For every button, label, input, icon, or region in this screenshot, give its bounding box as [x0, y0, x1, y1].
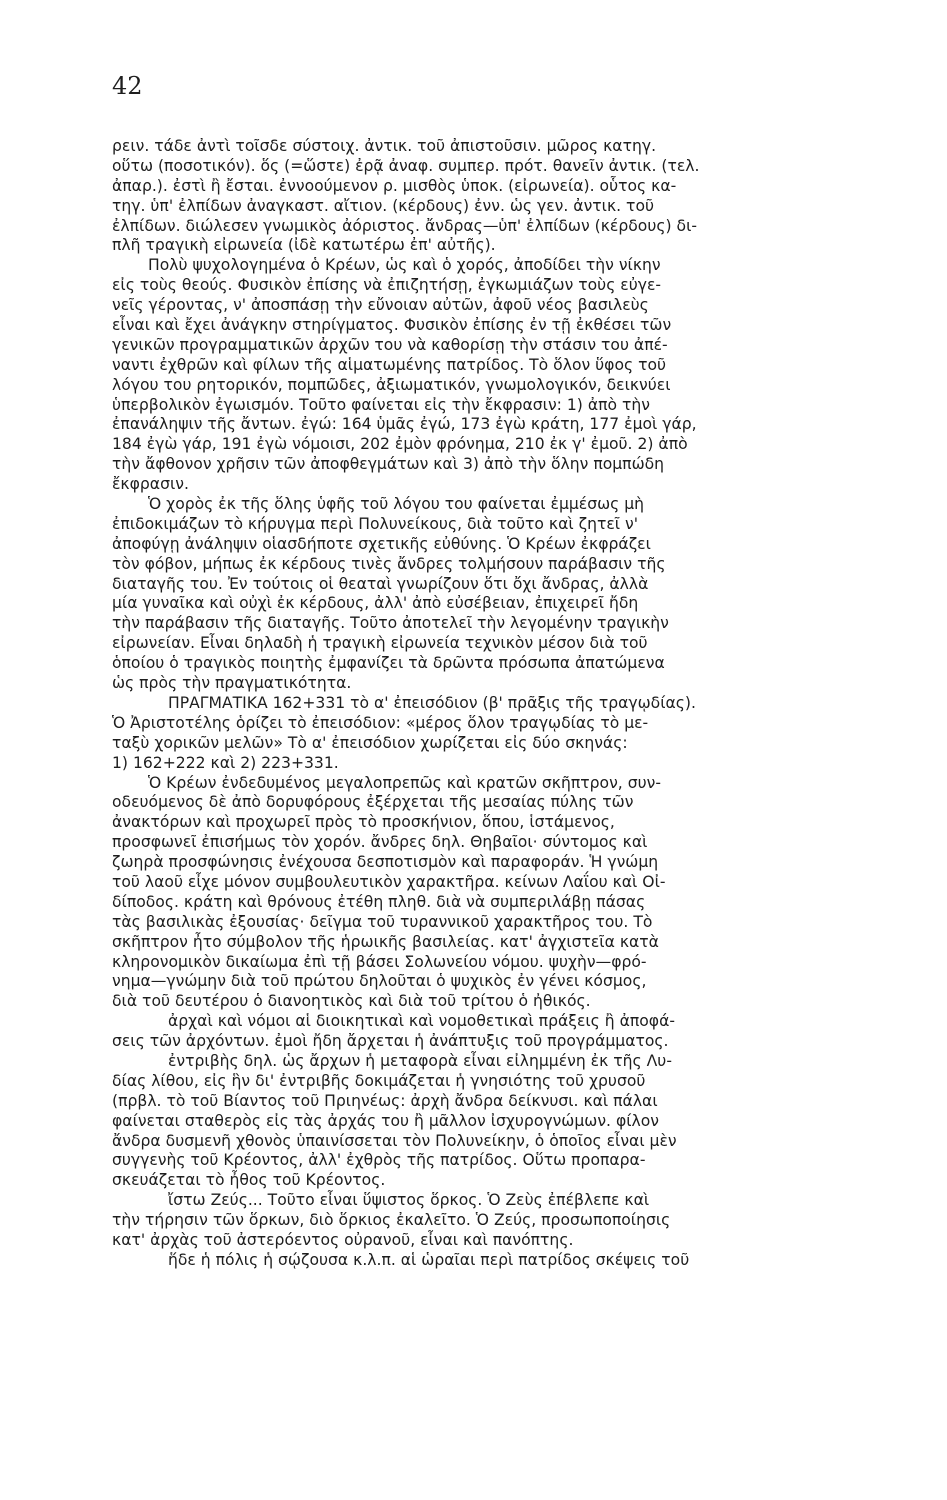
text-line: κατ' ἀρχὰς τοῦ ἀστερόεντος οὐρανοῦ, εἶναι καὶ πανόπτης. — [112, 1230, 574, 1249]
text-line: οὕτω (ποσοτικόν). ὅς (=ὥστε) ἐρᾷ ἀναφ. συμπερ. πρότ. θανεῖν ἀντικ. (τελ. — [112, 156, 700, 175]
text-line: ἔκφρασιν. — [112, 475, 189, 494]
text-line: νημα—γνώμην διὰ τοῦ πρώτου δηλοῦται ὁ ψυχικὸς ἐν γένει κόσμος, — [112, 972, 647, 991]
text-line: σκῆπτρον ἦτο σύμβολον τῆς ἡρωικῆς βασιλείας. κατ' ἀγχιστεῖα κατὰ — [112, 932, 659, 951]
text-line: ἐλπίδων. διώλεσεν γνωμικὸς ἀόριστος. ἄνδρας—ὑπ' ἐλπίδων (κέρδους) δι- — [112, 216, 698, 235]
text-line: ὑπερβολικὸν ἐγωισμόν. Τοῦτο φαίνεται εἰς τὴν ἔκφρασιν: 1) ἀπὸ τὴν — [112, 395, 650, 414]
text-line: ὁποίου ὁ τραγικὸς ποιητὴς ἐμφανίζει τὰ δρῶντα πρόσωπα ἀπατώμενα — [112, 654, 665, 673]
body-text — [112, 137, 920, 1271]
text-line: διαταγῆς του. Ἐν τούτοις οἱ θεαταὶ γνωρίζουν ὅτι ὄχι ἄνδρας, ἀλλὰ — [112, 574, 649, 593]
text-line: προσφωνεῖ ἐπισήμως τὸν χορόν. ἄνδρες δηλ. Θηβαῖοι· σύντομος καὶ — [112, 833, 648, 852]
text-line: διὰ τοῦ δευτέρου ὁ διανοητικὸς καὶ διὰ τοῦ τρίτου ὁ ἠθικός. — [112, 992, 591, 1011]
text-line: ἄνδρα δυσμενῆ χθονὸς ὑπαινίσσεται τὸν Πολυνείκην, ὁ ὁποῖος εἶναι μὲν — [112, 1131, 677, 1150]
text-line: ἐντριβὴς δηλ. ὡς ἄρχων ἡ μεταφορὰ εἶναι εἰλημμένη ἐκ τῆς Λυ- — [168, 1051, 672, 1070]
text-line: συγγενὴς τοῦ Κρέοντος, ἀλλ' ἐχθρὸς τῆς πατρίδος. Οὕτω προπαρα- — [112, 1151, 646, 1170]
text-line: (πρβλ. τὸ τοῦ Βίαντος τοῦ Πριηνέως: ἀρχὴ ἄνδρα δείκνυσι. καὶ πάλαι — [112, 1091, 658, 1110]
text-line: Ὁ Κρέων ἐνδεδυμένος μεγαλοπρεπῶς καὶ κρατῶν σκῆπτρον, συν- — [148, 773, 661, 792]
text-line: ἥδε ἡ πόλις ἡ σῴζουσα κ.λ.π. αἱ ὡραῖαι περὶ πατρίδος σκέψεις τοῦ — [168, 1250, 690, 1269]
text-line: ἀρχαὶ καὶ νόμοι αἱ διοικητικαὶ καὶ νομοθετικαὶ πράξεις ἢ ἀποφά- — [168, 1012, 676, 1031]
text-line: ΠΡΑΓΜΑΤΙΚΑ 162+331 τὸ α' ἐπεισόδιον (β' πρᾶξις τῆς τραγῳδίας). — [168, 693, 696, 712]
text-line: ζωηρὰ προσφώνησις ἐνέχουσα δεσποτισμὸν καὶ παραφοράν. Ἡ γνώμη — [112, 853, 659, 872]
text-line: τὴν ἄφθονον χρῆσιν τῶν ἀποφθεγμάτων καὶ 3) ἀπὸ τὴν ὅλην πομπώδη — [112, 455, 665, 474]
text-line: ὡς πρὸς τὴν πραγματικότητα. — [112, 674, 352, 693]
text-line: ρειν. τάδε ἀντὶ τοῖσδε σύστοιχ. ἀντικ. τοῦ ἀπιστοῦσιν. μῶρος κατηγ. — [112, 137, 657, 155]
text-line: δίας λίθου, εἰς ἣν δι' ἐντριβῆς δοκιμάζεται ἡ γνησιότης τοῦ χρυσοῦ — [112, 1071, 646, 1090]
text-line: τὴν παράβασιν τῆς διαταγῆς. Τοῦτο ἀποτελεῖ τὴν λεγομένην τραγικὴν — [112, 614, 669, 633]
text-line: τοῦ λαοῦ εἶχε μόνον συμβουλευτικὸν χαρακτῆρα. κείνων Λαΐου καὶ Οἰ- — [112, 872, 666, 891]
text-line: ἐπανάληψιν τῆς ἄντων. ἐγώ: 164 ὑμᾶς ἐγώ, 173 ἐγὼ κράτη, 177 ἐμοὶ γάρ, — [112, 415, 697, 434]
text-line: Ὁ Ἀριστοτέλης ὁρίζει τὸ ἐπεισόδιον: «μέρος ὅλον τραγῳδίας τὸ με- — [112, 713, 649, 732]
text-line: τὰς βασιλικὰς ἐξουσίας· δεῖγμα τοῦ τυραννικοῦ χαρακτῆρος του. Τὸ — [112, 912, 653, 931]
text-line: ἀπαρ.). ἐστὶ ἢ ἔσται. ἐννοούμενον ρ. μισθὸς ὑποκ. (εἰρωνεία). οὗτος κα- — [112, 176, 677, 195]
text-line: κληρονομικὸν δικαίωμα ἐπὶ τῇ βάσει Σολωνείου νόμου. ψυχὴν—φρό- — [112, 952, 647, 971]
page-number: 42 — [112, 72, 143, 100]
text-line: 1) 162+222 καὶ 2) 223+331. — [112, 753, 339, 772]
text-line: ναντι ἐχθρῶν καὶ φίλων τῆς αἱματωμένης πατρίδος. Τὸ ὅλον ὕφος τοῦ — [112, 355, 667, 374]
text-line: τὴν τήρησιν τῶν ὅρκων, διὸ ὅρκιος ἐκαλεῖτο. Ὁ Ζεύς, προσωποποίησις — [112, 1211, 671, 1230]
text-line: ἀνακτόρων καὶ προχωρεῖ πρὸς τὸ προσκήνιον, ὅπου, ἱστάμενος, — [112, 813, 615, 832]
text-line: τὸν φόβον, μήπως ἐκ κέρδους τινὲς ἄνδρες τολμήσουν παράβασιν τῆς — [112, 554, 666, 573]
text-line: εἰρωνείαν. Εἶναι δηλαδὴ ἡ τραγικὴ εἰρωνεία τεχνικὸν μέσον διὰ τοῦ — [112, 634, 648, 653]
text-line: οδευόμενος δὲ ἀπὸ δορυφόρους ἐξέρχεται τῆς μεσαίας πύλης τῶν — [112, 793, 634, 812]
text-line: νεῖς γέροντας, ν' ἀποσπάσῃ τὴν εὔνοιαν αὐτῶν, ἀφοῦ νέος βασιλεὺς — [112, 296, 649, 315]
text-line: ταξὺ χορικῶν μελῶν» Τὸ α' ἐπεισόδιον χωρίζεται εἰς δύο σκηνάς: — [112, 733, 628, 752]
text-line: ἴστω Ζεύς... Τοῦτο εἶναι ὕψιστος ὅρκος. Ὁ Ζεὺς ἐπέβλεπε καὶ — [168, 1191, 650, 1210]
text-line: μία γυναῖκα καὶ οὐχὶ ἐκ κέρδους, ἀλλ' ἀπὸ εὐσέβειαν, ἐπιχειρεῖ ἤδη — [112, 594, 639, 613]
text-line: φαίνεται σταθερὸς εἰς τὰς ἀρχάς του ἢ μᾶλλον ἰσχυρογνώμων. φίλον — [112, 1111, 659, 1130]
text-line: γενικῶν προγραμματικῶν ἀρχῶν του νὰ καθορίσῃ τὴν στάσιν του ἀπέ- — [112, 335, 668, 354]
text-line: Πολὺ ψυχολογημένα ὁ Κρέων, ὡς καὶ ὁ χορός, ἀποδίδει τὴν νίκην — [148, 256, 661, 275]
text-line: τηγ. ὑπ' ἐλπίδων ἀναγκαστ. αἴτιον. (κέρδους) ἐνν. ὡς γεν. ἀντικ. τοῦ — [112, 196, 655, 215]
text-line: σκευάζεται τὸ ἦθος τοῦ Κρέοντος. — [112, 1171, 386, 1190]
text-line: δίποδος. κράτη καὶ θρόνους ἐτέθη πληθ. διὰ νὰ συμπεριλάβῃ πάσας — [112, 892, 646, 911]
text-line: εἰς τοὺς θεούς. Φυσικὸν ἐπίσης νὰ ἐπιζητήσῃ, ἐγκωμιάζων τοὺς εὐγε- — [112, 276, 662, 295]
text-line: ἀποφύγῃ ἀνάληψιν οἱασδήποτε σχετικῆς εὐθύνης. Ὁ Κρέων ἐκφράζει — [112, 534, 651, 553]
text-line: πλῆ τραγικὴ εἰρωνεία (ἰδὲ κατωτέρω ἐπ' αὐτῆς). — [112, 236, 496, 255]
text-line: Ὁ χορὸς ἐκ τῆς ὅλης ὑφῆς τοῦ λόγου του φαίνεται ἐμμέσως μὴ — [148, 495, 645, 514]
text-line: λόγου του ρητορικόν, πομπῶδες, ἀξιωματικόν, γνωμολογικόν, δεικνύει — [112, 375, 671, 394]
text-line: εἶναι καὶ ἔχει ἀνάγκην στηρίγματος. Φυσικὸν ἐπίσης ἐν τῇ ἐκθέσει τῶν — [112, 316, 672, 335]
text-line: 184 ἐγὼ γάρ, 191 ἐγὼ νόμοισι, 202 ἐμὸν φρόνημα, 210 ἐκ γ' ἐμοῦ. 2) ἀπὸ — [112, 435, 688, 454]
text-line: σεις τῶν ἀρχόντων. ἐμοὶ ἤδη ἄρχεται ἡ ἀνάπτυξις τοῦ προγράμματος. — [112, 1032, 669, 1051]
text-line: ἐπιδοκιμάζων τὸ κήρυγμα περὶ Πολυνείκους, διὰ τοῦτο καὶ ζητεῖ ν' — [112, 514, 639, 533]
